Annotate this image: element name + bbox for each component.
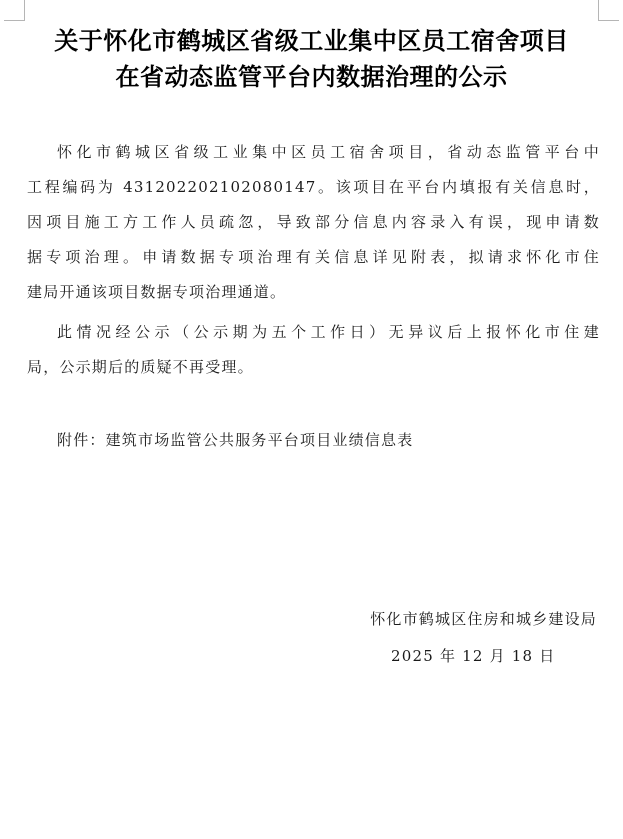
issuer-name: 怀化市鹤城区住房和城乡建设局 <box>370 610 597 628</box>
crop-mark-top-right <box>598 0 619 21</box>
paragraph-1-line: 怀化市鹤城区省级工业集中区员工宿舍项目，省动态监管平台中 <box>57 143 600 161</box>
paragraph-1-line: 建局开通该项目数据专项治理通道。 <box>27 283 287 301</box>
crop-mark-top-left <box>4 0 25 21</box>
paragraph-1-line: 工程编码为 431202202102080147。该项目在平台内填报有关信息时， <box>27 178 600 196</box>
attachment-note: 附件：建筑市场监管公共服务平台项目业绩信息表 <box>57 431 414 449</box>
paragraph-2-line: 局，公示期后的质疑不再受理。 <box>27 358 254 376</box>
paragraph-1-line: 因项目施工方工作人员疏忽，导致部分信息内容录入有误，现申请数 <box>27 213 600 231</box>
paragraph-2 <box>27 315 600 385</box>
issue-date: 2025 年 12 月 18 日 <box>391 647 556 665</box>
document-title-line-1: 关于怀化市鹤城区省级工业集中区员工宿舍项目 <box>54 27 569 55</box>
paragraph-1-line: 据专项治理。申请数据专项治理有关信息详见附表，拟请求怀化市住 <box>27 248 600 266</box>
document-title-line-2: 在省动态监管平台内数据治理的公示 <box>115 63 508 91</box>
paragraph-1 <box>27 135 600 310</box>
paragraph-2-line: 此情况经公示（公示期为五个工作日）无异议后上报怀化市住建 <box>57 323 600 341</box>
